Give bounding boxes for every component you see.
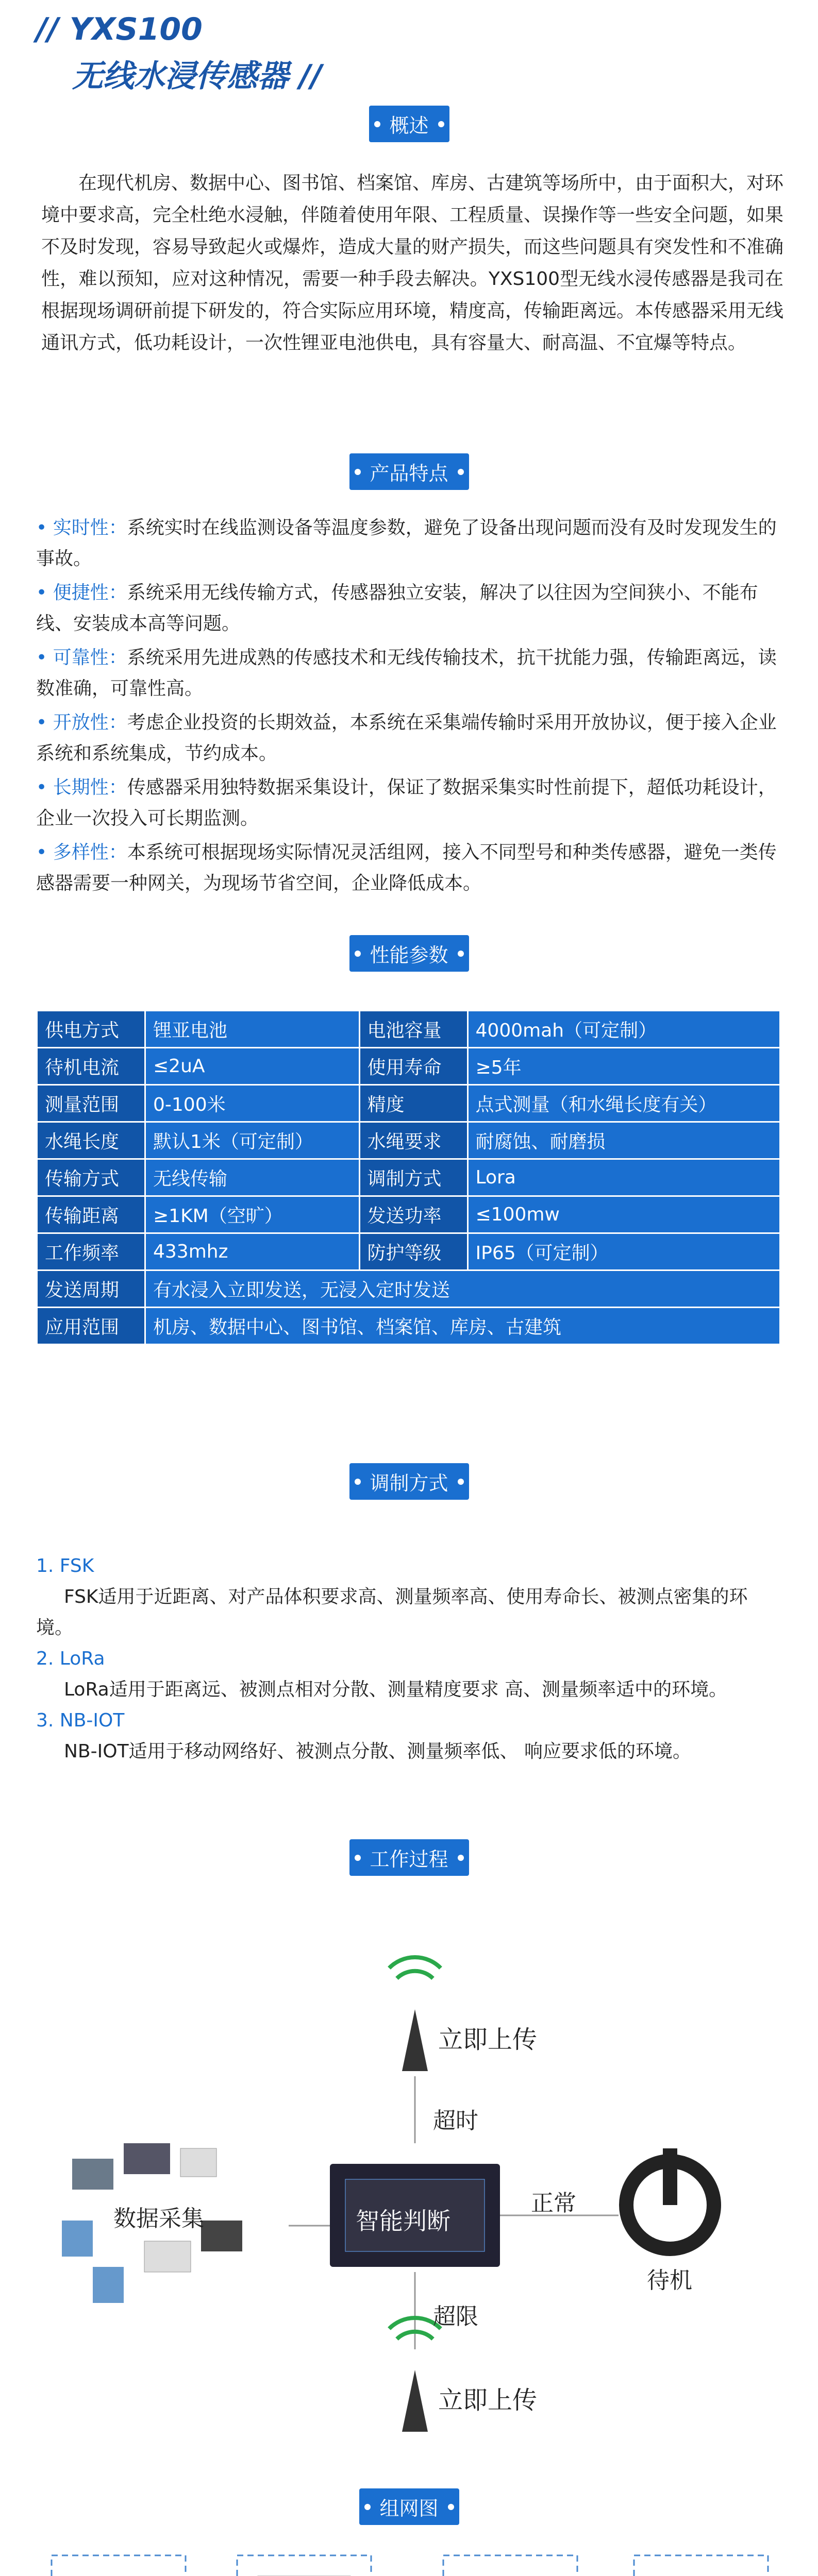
standby-icon (626, 2148, 714, 2249)
feature-item (36, 642, 783, 704)
spec-table (36, 1010, 781, 1345)
feature-key: 长期性： (53, 777, 127, 798)
feature-text: 系统实时在线监测设备等温度参数，避免了设备出现问题而没有及时发现发生的事故。 (36, 517, 777, 569)
spec-value: 有水浸入立即发送，无浸入定时发送 (145, 1270, 780, 1308)
section-network: 组网图 (359, 2488, 459, 2525)
spec-value: ≤100mw (468, 1196, 780, 1233)
mode-heading: 2. LoRa (36, 1648, 105, 1669)
spec-row (37, 1233, 780, 1270)
mode-heading: 3. NB-IOT (36, 1710, 125, 1731)
upload-bottom-label: 立即上传 (438, 2386, 538, 2415)
spec-value: Lora (468, 1159, 780, 1196)
mode-heading: 1. FSK (36, 1555, 94, 1577)
feature-item (36, 707, 783, 769)
mode-desc: FSK适用于近距离、对产品体积要求高、测量频率高、使用寿命长、被测点密集的环境。 (36, 1586, 748, 1638)
spec-value: ≥5年 (468, 1048, 780, 1085)
spec-label: 水绳要求 (359, 1122, 468, 1159)
spec-label: 水绳长度 (37, 1122, 145, 1159)
spec-row (37, 1122, 780, 1159)
spec-row (37, 1085, 780, 1122)
standby-label: 待机 (647, 2267, 692, 2294)
overview-text: 在现代机房、数据中心、图书馆、档案馆、库房、古建筑等场所中，由于面积大，对环境中要求高，完全杜绝水浸触，伴随着使用年限、工程质量、误操作等一些安全问题，如果不及时发现，容易导致起火或爆炸，造成大量的财产损失，而这些问题具有突发性和不准确性，难以预知，应对这种情况，需要一种手段去解决。YXS100型无线水浸传感器是我司在根据现场调研前提下研发的，符合实际应用环境，精度高，传输距离远。本传感器采用无线通讯方式，低功耗设计，一次性锂亚电池供电，具有容量大、耐高温、不宜爆等特点。 (41, 173, 784, 353)
spec-value: 无线传输 (145, 1159, 360, 1196)
spec-label: 防护等级 (359, 1233, 468, 1270)
spec-label: 应用范围 (37, 1308, 145, 1345)
spec-value: IP65（可定制） (468, 1233, 780, 1270)
feature-key: 实时性： (53, 517, 127, 538)
feature-text: 考虑企业投资的长期效益，本系统在采集端传输时采用开放协议，便于接入企业系统和系统集成，节约成本。 (36, 712, 777, 764)
feature-item (36, 772, 783, 834)
spec-value: ≥1KM（空旷） (145, 1196, 360, 1233)
section-overview: 概述 (369, 106, 449, 142)
spec-label: 发送周期 (37, 1270, 145, 1308)
feature-text: 本系统可根据现场实际情况灵活组网，接入不同型号和种类传感器，避免一类传感器需要一种网关，为现场节省空间，企业降低成本。 (36, 842, 777, 894)
feature-key: 开放性： (53, 712, 127, 733)
spec-label: 待机电流 (37, 1048, 145, 1085)
spec-label: 使用寿命 (359, 1048, 468, 1085)
feature-list (36, 513, 783, 902)
bullet-icon: • (36, 777, 53, 798)
feature-text: 系统采用先进成熟的传感技术和无线传输技术，抗干扰能力强，传输距离远，读数准确，可靠性高。 (36, 647, 777, 699)
normal-label: 正常 (531, 2190, 576, 2216)
network-graphic (0, 2545, 818, 2576)
bullet-icon: • (36, 582, 53, 603)
spec-label: 工作频率 (37, 1233, 145, 1270)
network-diagram (0, 2545, 818, 2576)
header (0, 0, 818, 103)
timeout-label: 超时 (433, 2108, 478, 2134)
section-features: 产品特点 (349, 453, 469, 490)
bullet-icon: • (36, 842, 53, 863)
spec-label: 调制方式 (359, 1159, 468, 1196)
spec-value: 耐腐蚀、耐磨损 (468, 1122, 780, 1159)
spec-label: 测量范围 (37, 1085, 145, 1122)
mode-list (36, 1551, 783, 1767)
section-process: 工作过程 (349, 1839, 469, 1876)
spec-label: 供电方式 (37, 1011, 145, 1048)
overlimit-label: 超限 (433, 2303, 478, 2330)
spec-label: 传输方式 (37, 1159, 145, 1196)
spec-row (37, 1159, 780, 1196)
spec-row (37, 1308, 780, 1345)
spec-value: 点式测量（和水绳长度有关） (468, 1085, 780, 1122)
mode-desc: LoRa适用于距离远、被测点相对分散、测量精度要求 高、测量频率适中的环境。 (64, 1679, 728, 1700)
spec-row (37, 1048, 780, 1085)
spec-value: ≤2uA (145, 1048, 360, 1085)
bullet-icon: • (36, 517, 53, 538)
spec-row (37, 1196, 780, 1233)
bullet-icon: • (36, 712, 53, 733)
feature-item (36, 578, 783, 639)
process-diagram (0, 1917, 818, 2483)
upload-top-label: 立即上传 (438, 2025, 538, 2054)
section-modes: 调制方式 (349, 1463, 469, 1500)
feature-item (36, 513, 783, 574)
spec-row (37, 1270, 780, 1308)
bullet-icon: • (36, 647, 53, 668)
spec-value: 0-100米 (145, 1085, 360, 1122)
feature-item (36, 837, 783, 899)
mode-desc: NB-IOT适用于移动网络好、被测点分散、测量频率低、 响应要求低的环境。 (64, 1741, 692, 1762)
product-model: // YXS100 (36, 11, 203, 47)
tower-icon-top (389, 1957, 441, 2071)
spec-value: 默认1米（可定制） (145, 1122, 360, 1159)
feature-key: 可靠性： (53, 647, 127, 668)
spec-value: 433mhz (145, 1233, 360, 1270)
section-params: 性能参数 (349, 935, 469, 972)
spec-label: 传输距离 (37, 1196, 145, 1233)
collect-label: 数据采集 (113, 2206, 204, 2232)
spec-label: 精度 (359, 1085, 468, 1122)
spec-row (37, 1011, 780, 1048)
spec-value: 4000mah（可定制） (468, 1011, 780, 1048)
feature-text: 系统采用无线传输方式，传感器独立安装，解决了以往因为空间狭小、不能布线、安装成本高等问题。 (36, 582, 758, 634)
spec-label: 电池容量 (359, 1011, 468, 1048)
feature-key: 便捷性： (53, 582, 127, 603)
judge-label: 智能判断 (356, 2207, 450, 2235)
spec-value: 锂亚电池 (145, 1011, 360, 1048)
product-name: 无线水浸传感器 // (72, 58, 322, 94)
feature-key: 多样性： (53, 842, 127, 863)
feature-text: 传感器采用独特数据采集设计，保证了数据采集实时性前提下，超低功耗设计，企业一次投入可长期监测。 (36, 777, 777, 829)
spec-value: 机房、数据中心、图书馆、档案馆、库房、古建筑 (145, 1308, 780, 1345)
spec-label: 发送功率 (359, 1196, 468, 1233)
